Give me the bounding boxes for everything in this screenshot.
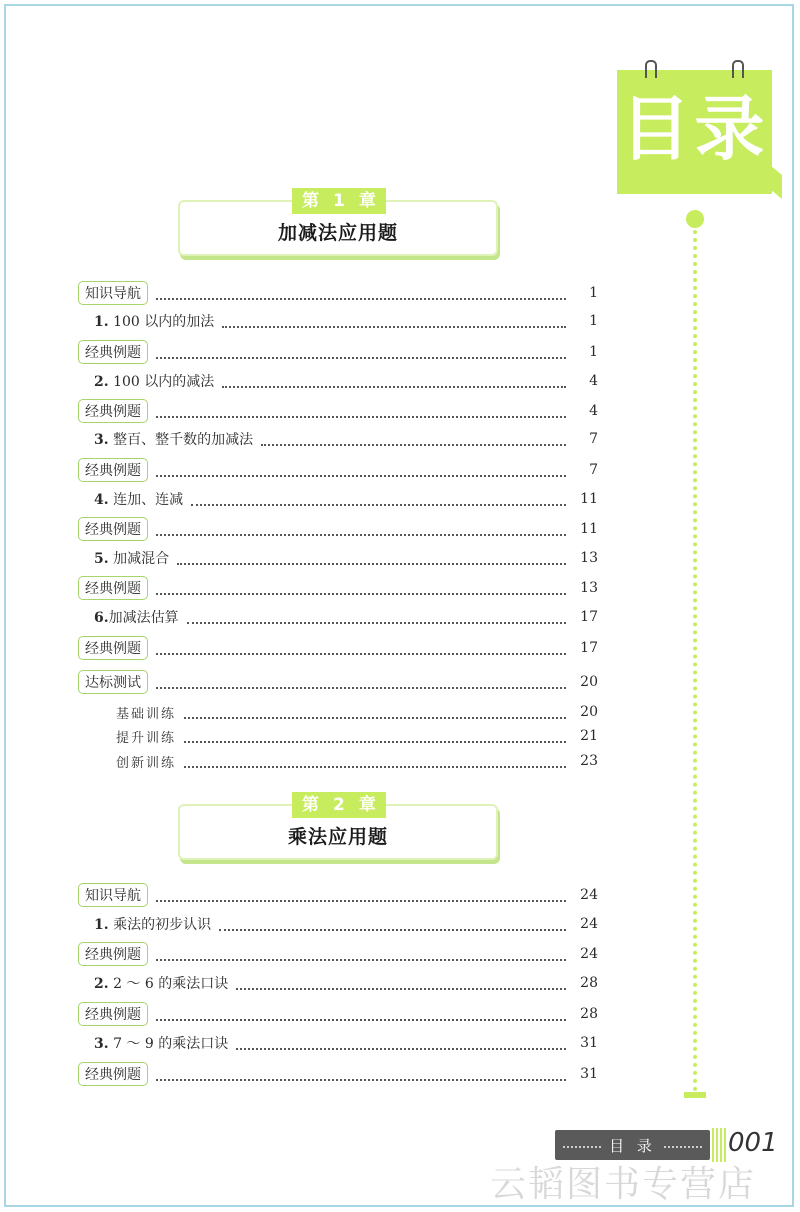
- leader-dots: [156, 687, 566, 689]
- toc-entry[interactable]: [78, 636, 598, 660]
- entry-text: 经典例题: [85, 581, 141, 597]
- toc-entry[interactable]: [78, 1031, 598, 1055]
- toc-entry[interactable]: [78, 576, 598, 600]
- leader-dots: [156, 1019, 566, 1021]
- toc-entry[interactable]: [78, 427, 598, 451]
- badge-prefix: 第: [302, 795, 319, 815]
- entry-page: 21: [580, 728, 598, 744]
- entry-page: 20: [580, 704, 598, 720]
- entry-page: 7: [589, 462, 598, 478]
- entry-number: 2.: [94, 976, 109, 992]
- entry-text: 经典例题: [85, 522, 141, 538]
- tag-ring-icon: [645, 60, 657, 78]
- leader-dots: [156, 959, 566, 961]
- leader-dots: [156, 653, 566, 655]
- entry-page: 31: [580, 1066, 598, 1082]
- entry-label: [78, 1062, 148, 1086]
- entry-label: [78, 670, 148, 694]
- entry-text: 经典例题: [85, 345, 141, 361]
- entry-text: 连加、连减: [108, 492, 184, 508]
- entry-page: 23: [580, 753, 598, 769]
- toc-entry[interactable]: [78, 546, 598, 570]
- entry-number: 3.: [94, 432, 109, 448]
- entry-page: 4: [589, 373, 598, 389]
- entry-number: 1.: [94, 917, 109, 933]
- entry-label: [94, 914, 211, 934]
- leader-dots: [187, 622, 566, 624]
- chapter-1-badge: [292, 188, 386, 214]
- toc-entry[interactable]: [78, 340, 598, 364]
- leader-dots: [222, 386, 566, 388]
- entry-page: 1: [589, 285, 598, 301]
- leader-dots: [156, 416, 566, 418]
- toc-entry[interactable]: [78, 369, 598, 393]
- toc-title: 目录: [620, 88, 769, 170]
- entry-label: [116, 752, 176, 771]
- badge-prefix: 第: [302, 191, 319, 211]
- leader-dots: [236, 1048, 566, 1050]
- entry-page: 1: [589, 313, 598, 329]
- toc-entry[interactable]: [78, 700, 598, 724]
- toc-entry[interactable]: [78, 883, 598, 907]
- entry-text: 乘法的初步认识: [108, 917, 212, 933]
- entry-page: 20: [580, 674, 598, 690]
- toc-entry[interactable]: [78, 605, 598, 629]
- entry-number: 3.: [94, 1036, 109, 1052]
- entry-text: 经典例题: [85, 1007, 141, 1023]
- entry-page: 7: [589, 431, 598, 447]
- page-number: 001: [728, 1128, 778, 1158]
- entry-label: [94, 973, 228, 993]
- entry-text: 知识导航: [85, 286, 141, 302]
- badge-suffix: 章: [358, 795, 376, 815]
- entry-page: 28: [580, 1006, 598, 1022]
- chapter-2-badge: [292, 792, 386, 818]
- badge-suffix: 章: [358, 191, 376, 211]
- leader-dots: [261, 444, 566, 446]
- entry-label: [94, 489, 183, 509]
- toc-entry[interactable]: [78, 458, 598, 482]
- entry-page: 24: [580, 916, 598, 932]
- chapter-1-header: [180, 191, 496, 254]
- entry-page: 1: [589, 344, 598, 360]
- entry-page: 13: [580, 580, 598, 596]
- toc-entry[interactable]: [78, 912, 598, 936]
- badge-number: 1: [333, 191, 345, 211]
- entry-label: [94, 429, 253, 449]
- entry-text: 提升训练: [116, 730, 177, 746]
- rail-dot-icon: [686, 210, 704, 228]
- entry-text: 2 ～ 6 的乘法口诀: [108, 976, 229, 992]
- entry-text: 知识导航: [85, 888, 141, 904]
- leader-dots: [156, 593, 566, 595]
- entry-label: [94, 1033, 228, 1053]
- leader-dots: [156, 534, 566, 536]
- entry-text: 经典例题: [85, 463, 141, 479]
- entry-page: 11: [580, 491, 598, 507]
- entry-page: 4: [589, 403, 598, 419]
- toc-entry[interactable]: [78, 749, 598, 773]
- entry-label: [78, 636, 148, 660]
- leader-dots: [191, 504, 566, 506]
- leader-dots: [219, 929, 566, 931]
- leader-dots: [184, 717, 566, 719]
- entry-number: 1.: [94, 314, 109, 330]
- entry-label: [78, 399, 148, 423]
- tag-ring-icon: [732, 60, 744, 78]
- chapter-2-header: [180, 795, 496, 858]
- entry-text: 经典例题: [85, 1067, 141, 1083]
- leader-dots: [156, 298, 566, 300]
- entry-page: 28: [580, 975, 598, 991]
- footer-label: 目 录: [555, 1135, 710, 1156]
- entry-page: 31: [580, 1035, 598, 1051]
- entry-text: 100 以内的加法: [108, 314, 215, 330]
- entry-number: 4.: [94, 492, 109, 508]
- entry-text: 达标测试: [85, 675, 141, 691]
- entry-number: 2.: [94, 374, 109, 390]
- entry-label: [78, 1002, 148, 1026]
- badge-number: 2: [333, 795, 345, 815]
- entry-label: [78, 281, 148, 305]
- entry-text: 经典例题: [85, 404, 141, 420]
- entry-label: [78, 942, 148, 966]
- entry-label: [78, 517, 148, 541]
- dotted-rail: [693, 230, 697, 1092]
- rail-end: [684, 1092, 706, 1098]
- entry-label: [94, 548, 169, 568]
- entry-text: 经典例题: [85, 641, 141, 657]
- entry-label: [116, 703, 176, 722]
- entry-text: 100 以内的减法: [108, 374, 215, 390]
- entry-label: [94, 311, 214, 331]
- entry-text: 整百、整千数的加减法: [108, 432, 254, 448]
- leader-dots: [184, 766, 566, 768]
- entry-text: 加减混合: [108, 551, 170, 567]
- entry-label: [78, 458, 148, 482]
- leader-dots: [156, 475, 566, 477]
- watermark: 云韬图书专营店: [490, 1164, 757, 1205]
- leader-dots: [156, 1079, 566, 1081]
- entry-text: 创新训练: [116, 755, 177, 771]
- toc-title-tag: [617, 70, 772, 194]
- toc-entry[interactable]: [78, 670, 598, 694]
- toc-entry[interactable]: [78, 1062, 598, 1086]
- toc-entry[interactable]: [78, 517, 598, 541]
- leader-dots: [156, 900, 566, 902]
- leader-dots: [177, 563, 566, 565]
- entry-label: [78, 340, 148, 364]
- entry-page: 13: [580, 550, 598, 566]
- entry-page: 17: [580, 640, 598, 656]
- chapter-2-title: 乘法应用题: [287, 826, 388, 848]
- entry-text: 经典例题: [85, 947, 141, 963]
- entry-label: [78, 883, 148, 907]
- toc-entry[interactable]: [78, 971, 598, 995]
- toc-entry[interactable]: [78, 309, 598, 333]
- toc-entry[interactable]: [78, 487, 598, 511]
- toc-entry[interactable]: [78, 281, 598, 305]
- entry-text: 基础训练: [116, 706, 177, 722]
- entry-number: 6.: [94, 610, 109, 626]
- chapter-1-title: 加减法应用题: [277, 222, 398, 244]
- entry-label: [78, 576, 148, 600]
- toc-entry[interactable]: [78, 399, 598, 423]
- toc-entry[interactable]: [78, 942, 598, 966]
- entry-text: 加减法估算: [108, 610, 179, 626]
- leader-dots: [236, 988, 566, 990]
- leader-dots: [184, 741, 566, 743]
- entry-label: [116, 727, 176, 746]
- entry-label: [94, 371, 214, 391]
- entry-page: 24: [580, 887, 598, 903]
- entry-page: 17: [580, 609, 598, 625]
- toc-entry[interactable]: [78, 724, 598, 748]
- entry-number: 5.: [94, 551, 109, 567]
- leader-dots: [156, 357, 566, 359]
- entry-page: 11: [580, 521, 598, 537]
- entry-text: 7 ～ 9 的乘法口诀: [108, 1036, 229, 1052]
- entry-page: 24: [580, 946, 598, 962]
- toc-entry[interactable]: [78, 1002, 598, 1026]
- entry-label: [94, 607, 179, 627]
- leader-dots: [222, 326, 566, 328]
